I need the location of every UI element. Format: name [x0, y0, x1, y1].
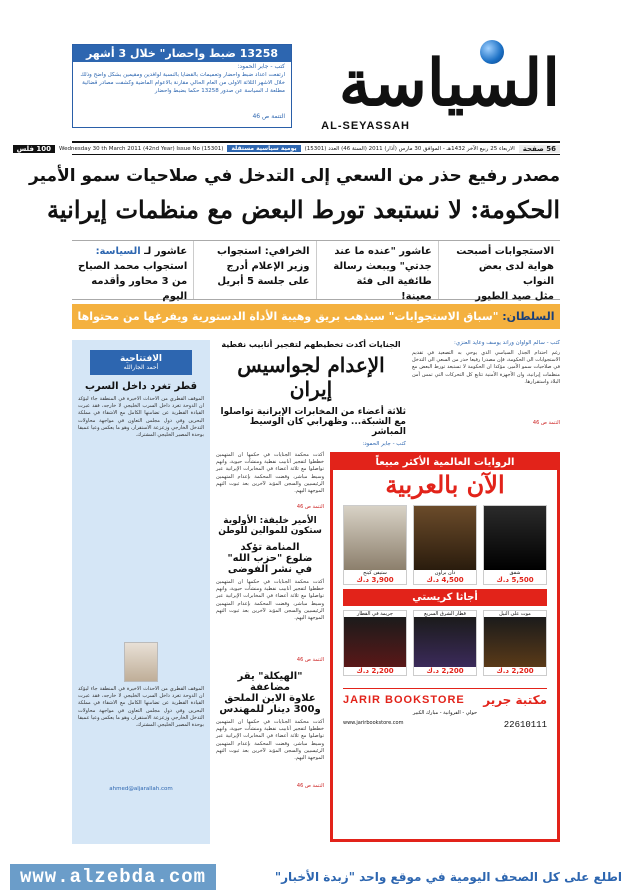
brief-3-line: "الهيكلة" يقر مضاعفة [237, 671, 303, 693]
brief-3-line: علاوة الابن الملحق [224, 693, 316, 704]
brief-2-body: أكدت محكمة الجنايات في حكمها ان المتهمين خططوا لتفجير أنابيب نفطية ومنشآت حيوية، وانهم تواصلوا مع ثلاثة أعضاء في المخابرات الإيرانية عبر وسيط مباشر، وقضت المحكمة بإعدام المتهمين الرئيسيين والسجن المؤبد لآخرين بعد ثبوت التهم الموجهة اليهم. [216, 579, 324, 622]
teaser-line: عاشور "عنده ما عند [334, 246, 432, 257]
jarir-contact [333, 716, 557, 734]
editorial-badge-title: الافتتاحية [119, 354, 163, 364]
teaser-line: استجواب محمد الصباح [78, 261, 188, 272]
masthead [300, 40, 560, 140]
footer [0, 862, 632, 892]
editorial-badge [90, 350, 192, 375]
book-cover [414, 506, 476, 570]
ad-top-line: الروايات العالمية الأكثر مبيعاً [333, 455, 557, 470]
lead-kicker[interactable]: مصدر رفيع حذر من السعي إلى التدخل في صلاحيات سمو الأمير [29, 166, 560, 186]
teaser-line: وزير الإعلام أدرج [226, 261, 310, 272]
right-story-body: رغم احتدام الجدل السياسي الذي يوحي به التصعيد في تقديم الاستجوابات الى الحكومة، فإن مصدرا رفيعا حذر من السعي الى التدخل في صلاحيات سمو الأمير، مؤكدا ان الحكومة لا تستبعد تورط البعض مع منظمات إيرانية، وان الأجهزة الأمنية تتابع كل التحركات التي تمس أمن البلاد واستقرارها. [412, 350, 560, 385]
teaser-line-part: عاشور لـ [144, 246, 188, 257]
brief-3-headline[interactable] [216, 671, 324, 715]
book-cover [344, 506, 406, 570]
book-label: قطار الشرق السريع [424, 611, 466, 617]
agatha-christie-label: أجاثا كريستي [343, 589, 547, 606]
book-cover [414, 617, 476, 667]
book-label: دان براون [434, 570, 456, 576]
teaser-item[interactable] [438, 241, 560, 302]
author-photo [124, 642, 158, 682]
spy-sub-1: ثلاثة أعضاء من المخابرات الإيرانية تواصلوا [220, 407, 406, 417]
center-body: أكدت محكمة الجنايات في حكمها ان المتهمين خططوا لتفجير أنابيب نفطية ومنشآت حيوية، وانهم تواصلوا مع ثلاثة أعضاء في المخابرات الإيرانية عبر وسيط مباشر، وقضت المحكمة بإعدام المتهمين الرئيسيين والسجن المؤبد لآخرين بعد ثبوت التهم الموجهة اليهم. [216, 452, 324, 495]
issue-date-arabic: الاربعاء 25 ربيع الآخر 1432هـ - الموافق 30 مارس (آذار) 2011 (السنة 46) العدد (15301) [304, 145, 515, 152]
book-cover [484, 617, 546, 667]
book-price: 2,200 د.ك [356, 667, 394, 675]
book-item[interactable] [483, 505, 547, 585]
pages-badge: 56 صفحة [519, 145, 560, 153]
quote-banner[interactable] [72, 304, 560, 329]
jarir-website[interactable]: www.jarirbookstore.com [343, 720, 404, 726]
book-item[interactable] [413, 610, 477, 676]
jarir-arabic: مكتبة جرير [483, 693, 547, 707]
teaser-item[interactable] [72, 241, 193, 302]
teaser-item[interactable] [193, 241, 315, 299]
book-item[interactable] [343, 505, 407, 585]
jarir-phone[interactable]: 22610111 [503, 720, 547, 730]
brief-2-headline[interactable] [216, 542, 324, 575]
teaser-line: الاستجوابات أصبحت [456, 246, 554, 257]
teaser-row [72, 240, 560, 300]
brief-2-line: في نشر الفوضى [227, 564, 313, 575]
spy-kicker[interactable]: الجنايات أكدت تخطيطهم لتفجير أنابيب نفطية [221, 340, 401, 349]
logo-english: AL-SEYASSAH [321, 120, 410, 132]
footer-text[interactable]: اطلع على كل الصحف اليومية في موقع واحد "زبدة الأخبار" [274, 870, 622, 884]
book-cover [484, 506, 546, 570]
editorial-title[interactable]: قطر تغرد داخل السرب [84, 381, 198, 392]
teaser-line: مثل صيد الطيور [475, 291, 554, 302]
brief-3-line: و300 دينار للمهندس [219, 704, 321, 715]
teaser-brand: السياسة: [95, 246, 141, 257]
jarir-branches: حولي - الفروانية - مبارك الكبير [412, 710, 478, 716]
ad-book-row [333, 608, 557, 678]
spy-story [216, 340, 406, 450]
teaser-line: الخرافي: استجواب [217, 246, 310, 257]
book-item[interactable] [413, 505, 477, 585]
teaser-line: من 3 محاور وأقدمه اليوم [91, 276, 188, 302]
jarir-logo [343, 688, 547, 707]
promo-author: كتب - جابر الحمود: [237, 63, 285, 70]
center-more[interactable]: التتمة ص 46 [296, 504, 324, 510]
book-item[interactable] [483, 610, 547, 676]
book-label: ستيفن كينج [363, 570, 387, 576]
editorial-byline: أحمد الجارالله [123, 364, 159, 371]
teaser-line: جدتي" ويبعث رسالة [333, 261, 432, 272]
editorial-email[interactable]: ahmed@aljarallah.com [109, 786, 173, 792]
ribbon-badge: يومية سياسية مستقلة [227, 145, 300, 152]
book-label: جريمة في القطار [356, 611, 394, 617]
promo-text: ارتفعت اعداد ضبط واحضار وتعميمات بالقضايا بالنسبة لوافدين ومقيمين بشكل واضح وذلك خلال الاشهر الثلاثة الاولى من العام الحالي مقارنة بالاعوام الماضية وكشفت مصادر قضائية مطلعة لـ السياسة عن صدور 13258 حكما بضبط واحضار [80, 72, 285, 94]
book-price: 4,500 د.ك [426, 576, 464, 584]
info-bar [16, 141, 560, 155]
teaser-line: طائفية الى فئة معينة! [356, 276, 432, 302]
book-cover [344, 617, 406, 667]
brief-1-line: ستكون للموالين للوطن [218, 526, 322, 536]
issue-date-english: Wednesday 30 th March 2011 (42nd Year) Issue No (15301) [58, 145, 224, 152]
price-badge: 100 فلس [13, 145, 55, 153]
book-item[interactable] [343, 610, 407, 676]
book-label: موت على النيل [499, 611, 531, 617]
right-story-more[interactable]: التتمة ص 46 [532, 420, 560, 426]
book-price: 2,200 د.ك [496, 667, 534, 675]
teaser-line [78, 244, 187, 259]
promo-title: 13258 ضبط واحضار" خلال 3 أشهر [73, 45, 291, 62]
brief-1-line: الأمير خليفة: الأولوية [223, 516, 317, 526]
book-label: شفق [509, 570, 521, 576]
spy-author: كتب - جابر الحمود: [362, 441, 406, 447]
book-price: 5,500 د.ك [496, 576, 534, 584]
center-column [216, 452, 324, 842]
book-price: 3,900 د.ك [356, 576, 394, 584]
brief-1-headline[interactable] [216, 516, 324, 536]
brief-3-more[interactable]: التتمة ص 46 [296, 783, 324, 789]
brief-2-line: المنامة تؤكد [240, 542, 300, 553]
book-price: 2,200 د.ك [426, 667, 464, 675]
jarir-english: JARIR BOOKSTORE [343, 694, 465, 706]
teaser-item[interactable] [316, 241, 438, 302]
editorial-body: الموقف القطري من الاحداث الاخيرة في المنطقة جاء ليؤكد ان الدوحة تغرد داخل السرب الخليجي لا خارجه، فقد عبرت القيادة القطرية عن تضامنها الكامل مع الاشقاء في مملكة البحرين وفي دول مجلس التعاون في مواجهة محاولات التدخل الخارجي وزعزعة الاستقرار، وهو ما يعكس وعيا عميقا بوحدة المصير الخليجي المشترك. [78, 396, 204, 439]
spy-sub-2: مع الشبكة... وظهرابي كان الوسيط المباشر [249, 417, 406, 437]
promo-box[interactable] [72, 44, 292, 128]
lead-headline[interactable]: الحكومة: لا نستبعد تورط البعض مع منظمات إيرانية [47, 195, 560, 224]
teaser-line: هواية لدى بعض النواب [478, 261, 554, 287]
bookstore-ad[interactable] [330, 452, 560, 842]
right-story [412, 340, 560, 440]
logo-arabic: السياسة [338, 46, 560, 121]
editorial-column [72, 340, 210, 844]
banner-text: "سباق الاستجوابات" سيذهب بريق وهيبة الأداة الدستورية ويفرغها من محتواها [77, 310, 499, 323]
teaser-line: على جلسة 5 أبريل [217, 276, 310, 287]
ad-big-line: الآن بالعربية [385, 470, 505, 499]
right-story-author: كتب - سالم الواوان وراند يوسف وعايد العنزي: [454, 340, 560, 346]
brief-2-more[interactable]: التتمة ص 46 [296, 657, 324, 663]
brief-3-body: أكدت محكمة الجنايات في حكمها ان المتهمين خططوا لتفجير أنابيب نفطية ومنشآت حيوية، وانهم تواصلوا مع ثلاثة أعضاء في المخابرات الإيرانية عبر وسيط مباشر، وقضت المحكمة بإعدام المتهمين الرئيسيين والسجن المؤبد لآخرين بعد ثبوت التهم الموجهة اليهم. [216, 719, 324, 762]
promo-more-link[interactable]: التتمة ص 46 [252, 113, 285, 120]
brief-2-line: ضلوع "حزب الله" [227, 553, 313, 564]
spy-headline[interactable]: الإعدام لجواسيس إيران [237, 353, 385, 401]
ad-book-row [333, 499, 557, 587]
banner-lead: السلطان: [502, 310, 555, 323]
footer-url[interactable]: www.alzebda.com [10, 864, 216, 890]
editorial-body-cont: الموقف القطري من الاحداث الاخيرة في المنطقة جاء ليؤكد ان الدوحة تغرد داخل السرب الخليجي لا خارجه، فقد عبرت القيادة القطرية عن تضامنها الكامل مع الاشقاء في مملكة البحرين وفي دول مجلس التعاون في مواجهة محاولات التدخل الخارجي وزعزعة الاستقرار، وهو ما يعكس وعيا عميقا بوحدة المصير الخليجي المشترك. [78, 686, 204, 729]
